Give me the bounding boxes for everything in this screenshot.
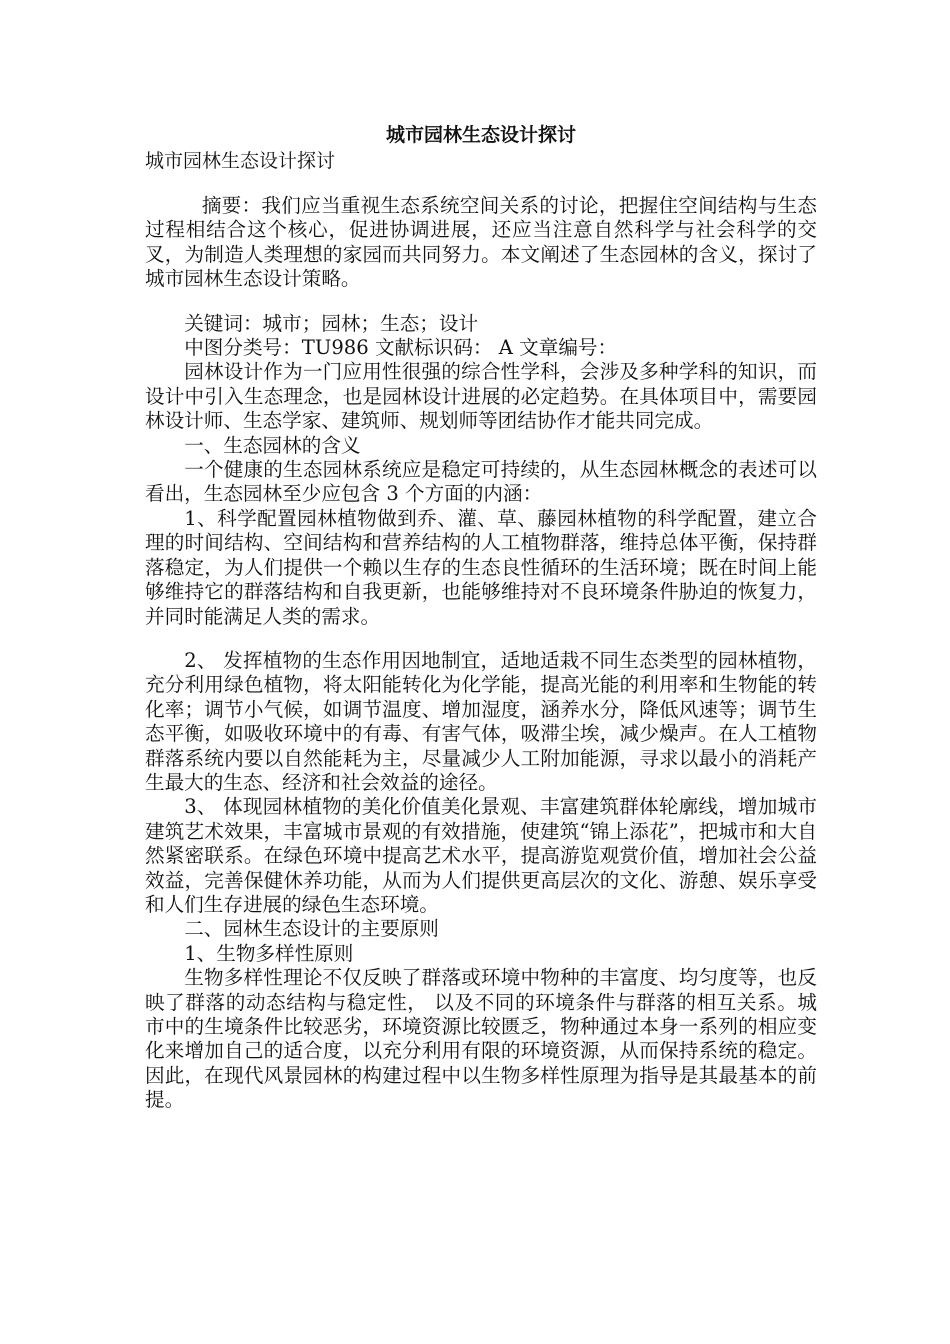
intro-paragraph: 园林设计作为一门应用性很强的综合性学科，会涉及多种学科的知识，而设计中引入生态理念，也是园林设计进展的必定趋势。在具体项目中，需要园林设计师、生态学家、建筑师、规划师等团结协作才能共同完成。: [145, 360, 817, 433]
subsection-heading: 1、生物多样性原则: [184, 941, 354, 965]
body-paragraph: 2、 发挥植物的生态作用因地制宜，适地适栽不同生态类型的园林植物，充分利用绿色植物，将太阳能转化为化学能，提高光能的利用率和生物能的转化率；调节小气候，如调节温度、增加湿度，涵养水分，降低风速等；调节生态平衡，如吸收环境中的有毒、有害气体，吸滞尘埃，减少燥声。在人工植物群落系统内要以自然能耗为主，尽量减少人工附加能源，寻求以最小的消耗产生最大的生态、经济和社会效益的途径。: [145, 648, 817, 794]
keywords-line: 关键词：城市；园林；生态；设计: [184, 311, 479, 335]
body-paragraph: 3、 体现园林植物的美化价值美化景观、丰富建筑群体轮廓线，增加城市建筑艺术效果，丰富城市景观的有效措施，使建筑“锦上添花”，把城市和大自然紧密联系。在绿色环境中提高艺术水平，提高游览观赏价值，增加社会公益效益，完善保健休养功能，从而为人们提供更高层次的文化、游憩、娱乐享受和人们生存进展的绿色生态环境。: [145, 795, 817, 916]
document-title: 城市园林生态设计探讨: [385, 124, 576, 146]
body-paragraph: 生物多样性理论不仅反映了群落或环境中物种的丰富度、均匀度等，也反映了群落的动态结构与稳定性， 以及不同的环境条件与群落的相互关系。城市中的生境条件比较恶劣，环境资源比较匮乏，物种通过本身一系列的相应变化来增加自己的适合度，以充分利用有限的环境资源，从而保持系统的稳定。因此，在现代风景园林的构建过程中以生物多样性原理为指导是其最基本的前提。: [145, 966, 817, 1112]
section-heading-2: 二、园林生态设计的主要原则: [184, 917, 439, 941]
document-subtitle: 城市园林生态设计探讨: [145, 150, 336, 172]
abstract-paragraph: 摘要：我们应当重视生态系统空间关系的讨论，把握住空间结构与生态过程相结合这个核心，促进协调进展，还应当注意自然科学与社会科学的交叉，为制造人类理想的家园而共同努力。本文阐述了生态园林的含义，探讨了城市园林生态设计策略。: [145, 194, 817, 291]
body-paragraph: 一个健康的生态园林系统应是稳定可持续的，从生态园林概念的表述可以看出，生态园林至少应包含 3 个方面的内涵：: [145, 458, 817, 506]
body-paragraph: 1、科学配置园林植物做到乔、灌、草、藤园林植物的科学配置，建立合理的时间结构、空间结构和营养结构的人工植物群落，维持总体平衡，保持群落稳定，为人们提供一个赖以生存的生态良性循环的生活环境；既在时间上能够维持它的群落结构和自我更新，也能够维持对不良环境条件胁迫的恢复力，并同时能满足人类的需求。: [145, 506, 817, 628]
section-heading-1: 一、生态园林的含义: [184, 433, 361, 457]
classification-line: 中图分类号：TU986 文献标识码： A 文章编号：: [184, 336, 618, 360]
document-page: [145, 122, 817, 1113]
